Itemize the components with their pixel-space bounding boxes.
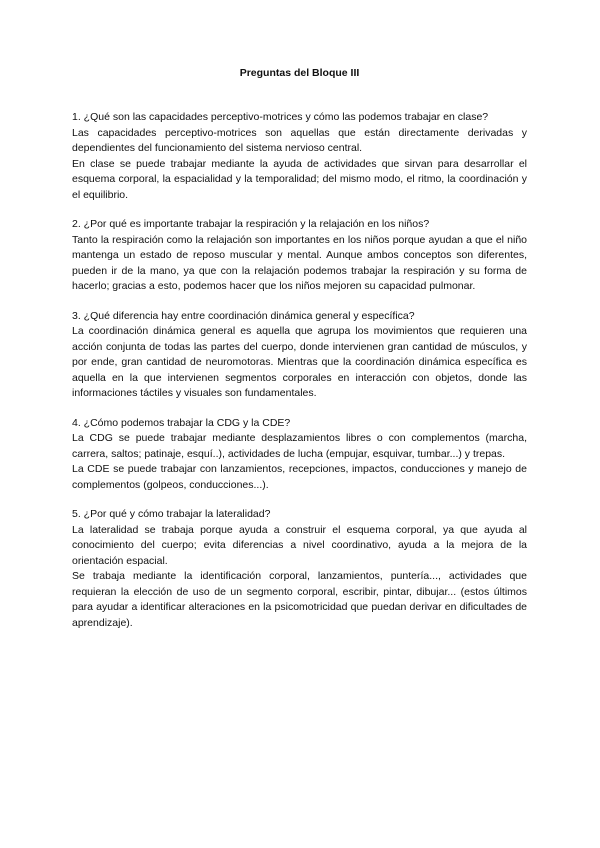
question-section-4 <box>72 416 527 494</box>
document-page <box>72 66 527 645</box>
answer-paragraph: La lateralidad se trabaja porque ayuda a construir el esquema corporal, ya que ayuda al conocimiento del cuerpo; evita diferencias a nivel coordinativo, ayuda a la mejora de la orientación espacial. <box>72 523 527 567</box>
answer-paragraph: La coordinación dinámica general es aquella que agrupa los movimientos que requieren una acción conjunta de todas las partes del cuerpo, donde intervienen gran cantidad de músculos, y por ende, gran cantidad de neuromotoras. Mientras que la coordinación dinámica específica es aquella en la que intervienen segmentos corporales en interacción con objetos, donde las informaciones táctiles y visuales son fundamentales. <box>72 325 527 399</box>
question-heading: 5. ¿Por qué y cómo trabajar la lateralidad? <box>72 508 271 520</box>
question-heading: 1. ¿Qué son las capacidades perceptivo-motrices y cómo las podemos trabajar en clase? <box>72 111 489 123</box>
question-heading: 2. ¿Por qué es importante trabajar la respiración y la relajación en los niños? <box>72 218 430 230</box>
question-heading: 4. ¿Cómo podemos trabajar la CDG y la CDE? <box>72 416 291 429</box>
page-title: Preguntas del Bloque III <box>239 67 360 79</box>
question-heading: 3. ¿Qué diferencia hay entre coordinación dinámica general y específica? <box>72 309 415 322</box>
question-section-5 <box>72 507 527 631</box>
question-section-3 <box>72 309 527 402</box>
question-section-2 <box>72 217 527 295</box>
answer-paragraph: En clase se puede trabajar mediante la ayuda de actividades que sirvan para desarrollar el esquema corporal, la espacialidad y la temporalidad; del mismo modo, el ritmo, la coordinación y el equilibrio. <box>72 157 527 201</box>
question-section-1 <box>72 110 527 203</box>
answer-paragraph: La CDG se puede trabajar mediante desplazamientos libres o con complementos (marcha, carrera, saltos; patinaje, esquí..), actividades de lucha (empujar, esquivar, tumbar...) y trepas. <box>72 432 527 460</box>
answer-paragraph: Las capacidades perceptivo-motrices son aquellas que están directamente derivadas y dependientes del funcionamiento del sistema nervioso central. <box>72 126 527 154</box>
answer-paragraph: Tanto la respiración como la relajación son importantes en los niños porque ayudan a que el niño mantenga un estado de reposo muscular y mental. Aunque ambos conceptos son diferentes, pueden ir de la mano, ya que con la relajación podemos trabajar la respiración y su forma de hacerlo; gracias a esto, podemos hacer que los niños mejoren su capacidad pulmonar. <box>72 233 527 292</box>
answer-paragraph: La CDE se puede trabajar con lanzamientos, recepciones, impactos, conducciones y manejo de complementos (golpeos, conducciones...). <box>72 463 527 491</box>
answer-paragraph: Se trabaja mediante la identificación corporal, lanzamientos, puntería..., actividades que requieran la elección de uso de un segmento corporal, escribir, pintar, dibujar... (estos últimos para ayudar a identificar alteraciones en la psicomotricidad que puedan derivar en dificultades de aprendizaje). <box>72 570 527 629</box>
